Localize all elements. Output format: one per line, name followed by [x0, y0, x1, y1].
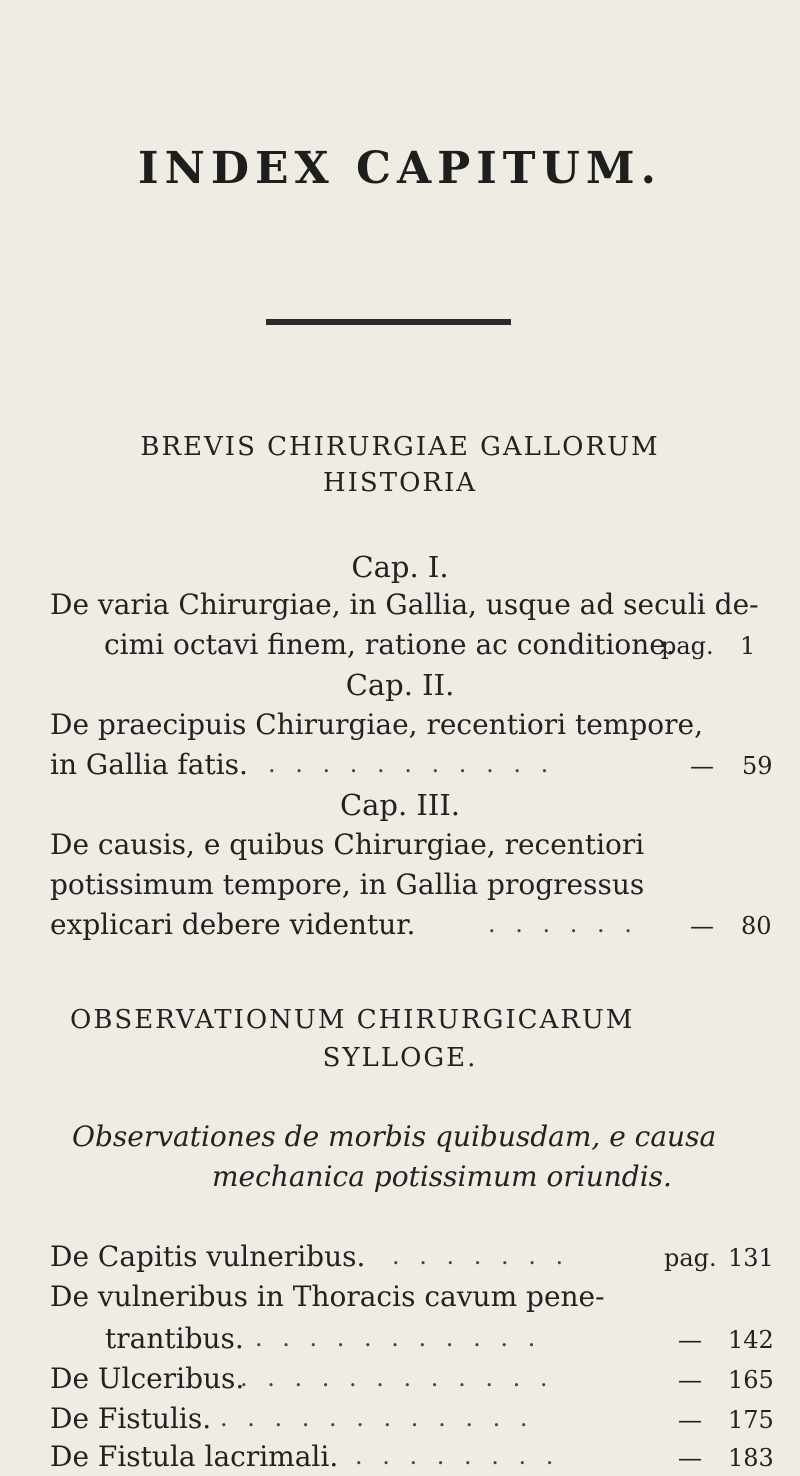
chapter-3-line-1: De causis, e quibus Chirurgiae, recentiori — [50, 828, 645, 861]
chapter-1-line-1: De varia Chirurgiae, in Gallia, usque ad seculi de- — [50, 588, 759, 621]
entry-2-line-2: trantibus. — [105, 1322, 244, 1355]
chapter-3-label: Cap. III. — [339, 788, 461, 822]
part2-subtitle-line2: mechanica potissimum oriundis. — [212, 1160, 672, 1193]
entry-4-title: De Fistulis. — [50, 1402, 212, 1435]
entry-3-leader: . . . . . . . . . . . . — [240, 1364, 554, 1392]
entry-1-leader: . . . . . . . — [392, 1242, 570, 1270]
chapter-1-line-2: cimi octavi finem, ratione ac conditione. — [104, 628, 675, 661]
title-rule — [266, 319, 511, 325]
chapter-2-line-2: in Gallia fatis. — [50, 748, 248, 781]
chapter-2-page: 59 — [742, 752, 773, 780]
chapter-3-dash: — — [690, 912, 714, 940]
part2-subtitle-line1: Observationes de morbis quibusdam, e causa — [72, 1120, 717, 1153]
entry-4-leader: . . . . . . . . . . . . — [220, 1404, 534, 1432]
entry-5-page: 183 — [728, 1444, 774, 1472]
entry-3-page: 165 — [728, 1366, 774, 1394]
chapter-1-page-label: pag. — [661, 632, 714, 660]
part1-heading-line1: BREVIS CHIRURGIAE GALLORUM — [140, 432, 660, 462]
chapter-2-leader: . . . . . . . . . . . — [268, 750, 555, 778]
chapter-1-label: Cap. I. — [351, 550, 449, 584]
chapter-3-line-2: potissimum tempore, in Gallia progressus — [50, 868, 645, 901]
entry-2-page: 142 — [728, 1326, 774, 1354]
entry-5-dash: — — [678, 1444, 702, 1472]
chapter-1-page: 1 — [740, 632, 756, 660]
entry-1-page: 131 — [728, 1244, 774, 1272]
part2-heading-line2: SYLLOGE. — [322, 1043, 478, 1073]
entry-2-line-1: De vulneribus in Thoracis cavum pene- — [50, 1280, 605, 1313]
chapter-3-line-3: explicari debere videntur. — [50, 908, 416, 941]
part2-heading-line1: OBSERVATIONUM CHIRURGICARUM — [70, 1005, 635, 1035]
entry-1-page-label: pag. — [664, 1244, 717, 1272]
chapter-3-page: 80 — [741, 912, 772, 940]
entry-2-leader: . . . . . . . . . . . — [255, 1324, 542, 1352]
entry-3-dash: — — [678, 1366, 702, 1394]
entry-5-title: De Fistula lacrimali. — [50, 1440, 339, 1473]
chapter-3-leader: . . . . . . — [488, 910, 638, 938]
page-title: INDEX CAPITUM. — [138, 143, 662, 194]
chapter-2-dash: — — [690, 752, 714, 780]
entry-4-page: 175 — [728, 1406, 774, 1434]
entry-5-leader: . . . . . . . . — [355, 1442, 560, 1470]
entry-3-title: De Ulceribus. — [50, 1362, 245, 1395]
chapter-2-label: Cap. II. — [345, 668, 455, 702]
entry-4-dash: — — [678, 1406, 702, 1434]
part1-heading-line2: HISTORIA — [322, 468, 478, 498]
chapter-2-line-1: De praecipuis Chirurgiae, recentiori tempore, — [50, 708, 704, 741]
entry-2-dash: — — [678, 1326, 702, 1354]
entry-1-title: De Capitis vulneribus. — [50, 1240, 366, 1273]
